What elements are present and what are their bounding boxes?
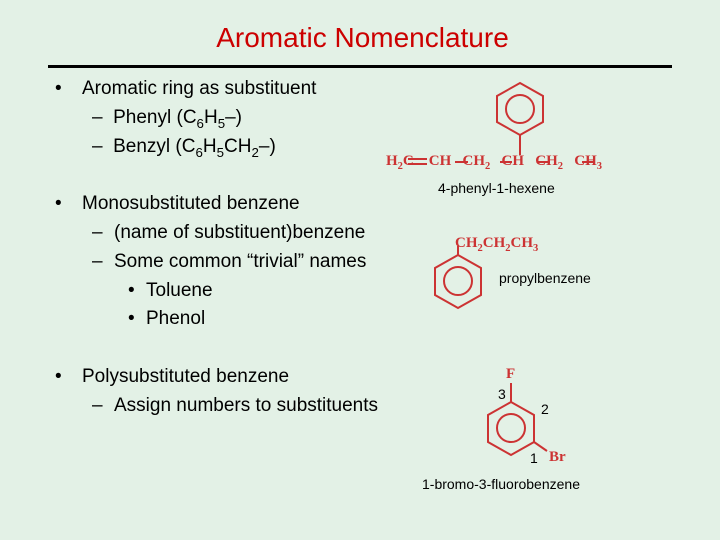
aromatic-circle-3 [497,414,525,442]
bullet-marker: • [55,193,62,214]
benzene-ring-2 [435,255,481,308]
sub-bullet-name-substituent: (name of substituent)benzene [114,222,366,243]
sub-bullet-assign-dash: – [92,395,103,416]
bullet-polysubstituted: Polysubstituted benzene [82,366,290,387]
aromatic-circle-2 [444,267,472,295]
bullet-aromatic-substituent: Aromatic ring as substituent [82,78,317,99]
hexene-chain: $H_2C$ CH $CH_2$ CH $CH_2$ $CH_3$ [386,153,603,172]
position-2: 2 [541,401,549,417]
position-1: 1 [530,450,538,466]
bullet-marker: • [55,366,62,387]
sub-bullet-trivial-names: Some common “trivial” names [114,251,367,272]
label-1-bromo-3-fluorobenzene: 1-bromo-3-fluorobenzene [422,476,580,492]
propyl-chain: $CH_2CH_2CH_3$ [455,235,539,254]
position-3: 3 [498,386,506,402]
aromatic-circle-1 [506,95,534,123]
sub-bullet-assign-numbers: Assign numbers to substituents [114,395,379,416]
label-4-phenyl-1-hexene: 4-phenyl-1-hexene [438,180,555,196]
item-phenol: Phenol [146,308,206,329]
item-toluene: Toluene [146,280,213,301]
sub-bullet-phenyl: – Phenyl $(C_6H_5-)$ [92,107,242,131]
fluoro-substituent: F [506,366,516,382]
bullet-marker: • [128,280,135,301]
bullet-monosubstituted: Monosubstituted benzene [82,193,300,214]
bullet-marker: • [128,308,135,329]
label-propylbenzene: propylbenzene [499,270,591,286]
bullet-marker: • [55,78,62,99]
benzene-ring-3 [488,402,534,455]
benzene-ring-1 [497,83,543,135]
sub-bullet-name-dash: – [92,222,103,243]
bromo-substituent: Br [549,449,566,465]
slide-title: Aromatic Nomenclature [216,22,509,53]
sub-bullet-trivial-dash: – [92,251,103,272]
sub-bullet-benzyl: – Benzyl $(C_6H_5CH_2-)$ [92,136,276,160]
